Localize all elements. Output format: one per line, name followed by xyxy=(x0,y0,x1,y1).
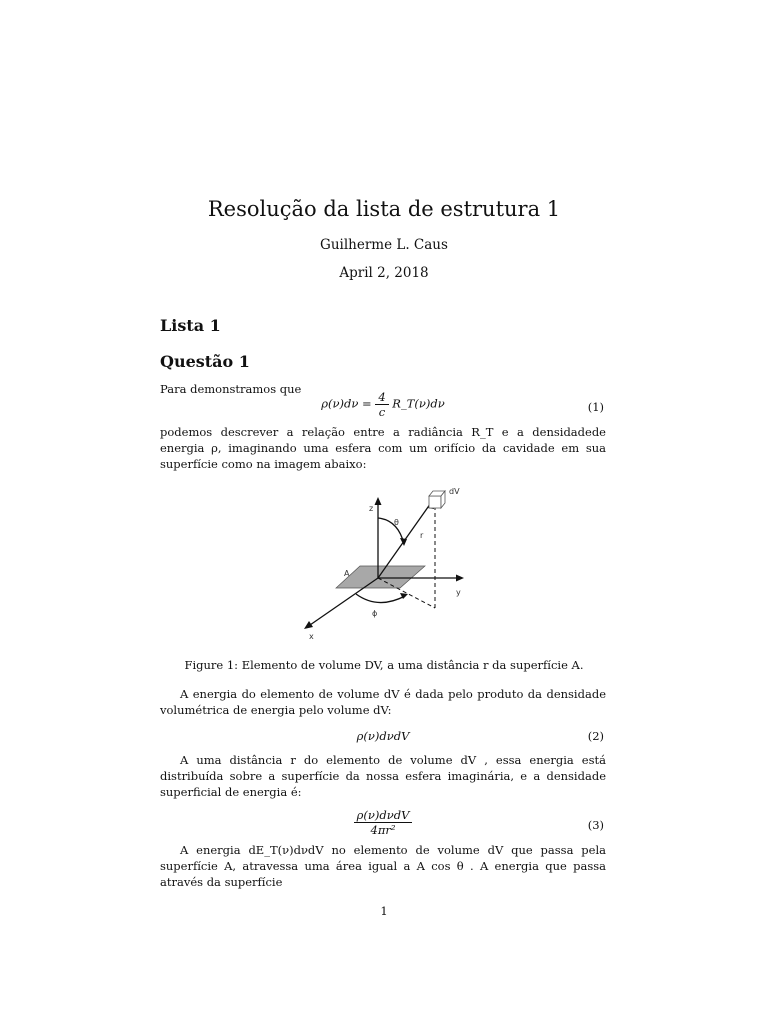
eq2-body: ρ(ν)dνdV xyxy=(356,729,410,743)
eq3-fraction xyxy=(354,808,413,837)
paper-date: April 2, 2018 xyxy=(339,265,429,281)
section-heading: Lista 1 xyxy=(160,316,221,335)
label-a: A xyxy=(344,569,350,578)
volume-element-cube xyxy=(429,491,445,508)
label-x: x xyxy=(309,632,314,641)
eq3-number: (3) xyxy=(587,818,604,832)
paragraph-surface: A energia dE_T(ν)dνdV no elemento de volume dV que passa pela superfície A, atravessa uma área igual a A cos θ . A energia que passa através da superfície xyxy=(160,843,606,889)
figure-caption: Figure 1: Elemento de volume DV, a uma distância r da superfície A. xyxy=(184,658,584,672)
paragraph-intro: Para demonstramos que xyxy=(160,382,302,396)
eq1-denominator: c xyxy=(378,405,386,419)
paragraph-energy: A energia do elemento de volume dV é dada pelo produto da densidade volumétrica de energia pelo volume dV: xyxy=(160,687,606,717)
paragraph-distribution: A uma distância r do elemento de volume dV , essa energia está distribuída sobre a superfície da nossa esfera imaginária, e a densidade superficial de energia é: xyxy=(160,753,606,799)
equation-1 xyxy=(160,390,606,424)
eq1-number: (1) xyxy=(587,400,604,414)
figure-sphere-diagram xyxy=(280,478,480,648)
eq1-rhs: R_T(ν)dν xyxy=(392,396,445,411)
eq1-fraction xyxy=(375,390,388,419)
eq3-denominator: 4πr² xyxy=(370,823,396,837)
label-theta: θ xyxy=(394,518,399,527)
eq1-lhs: ρ(ν)dν = xyxy=(321,396,372,411)
eq3-numerator: ρ(ν)dνdV xyxy=(354,808,413,823)
eq2-number: (2) xyxy=(587,729,604,743)
label-z: z xyxy=(369,504,374,513)
page-number: 1 xyxy=(380,904,388,918)
paragraph-description: podemos descrever a relação entre a radiância R_T e a densidadede energia ρ, imaginando uma esfera com um orifício da cavidade em sua superfície como na imagem abaixo: xyxy=(160,425,606,471)
equation-3 xyxy=(160,808,606,842)
label-phi: ϕ xyxy=(372,609,378,618)
subsection-heading: Questão 1 xyxy=(160,352,250,371)
paper-title: Resolução da lista de estrutura 1 xyxy=(207,197,561,221)
eq1-numerator: 4 xyxy=(375,390,388,405)
paper-author: Guilherme L. Caus xyxy=(320,237,448,253)
label-y: y xyxy=(456,588,461,597)
label-r: r xyxy=(420,531,424,540)
label-dv: dV xyxy=(449,487,460,496)
